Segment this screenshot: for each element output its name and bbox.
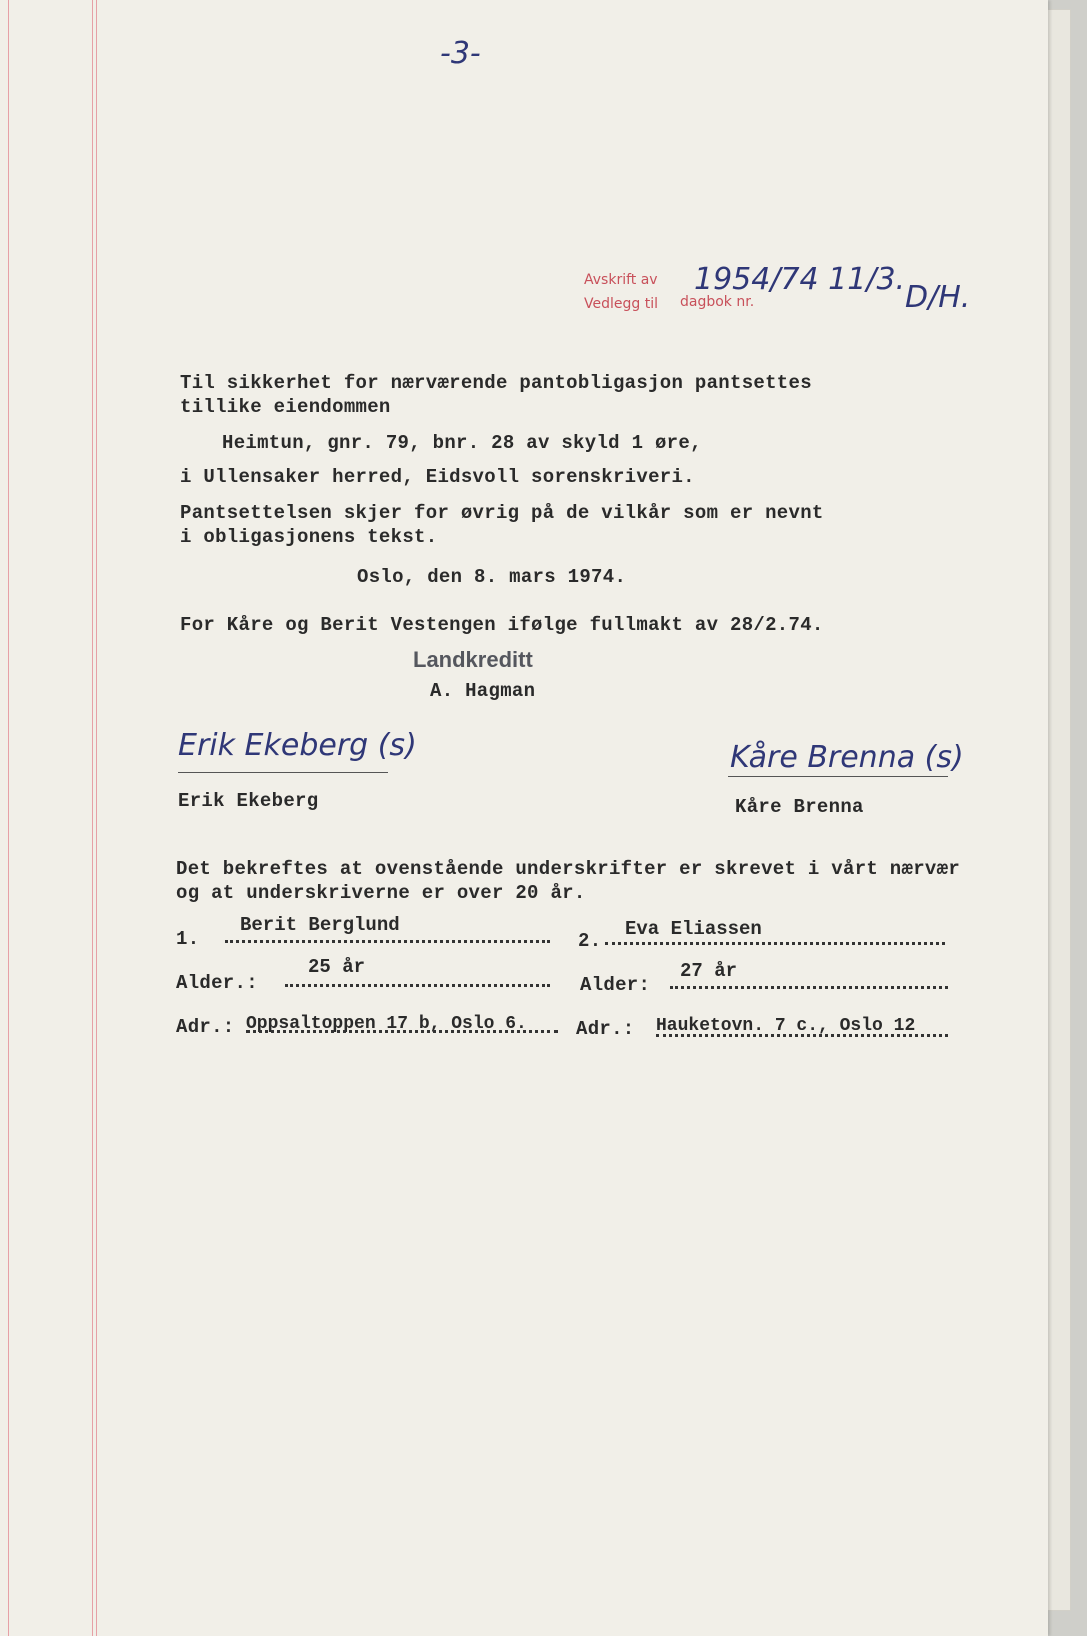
dotted-line [605, 942, 945, 945]
dotted-line [246, 1030, 558, 1033]
witness-2-name: Eva Eliassen [625, 918, 762, 940]
proxy-line: For Kåre og Berit Vestengen ifølge fullmakt av 28/2.74. [180, 614, 824, 636]
witness-statement: Det bekreftes at ovenstående underskrifter er skrevet i vårt nærvær [176, 858, 961, 880]
company-stamp: Landkreditt [413, 647, 533, 672]
signature-right: Kåre Brenna (s) [730, 740, 964, 775]
witness-1-label: 1. [176, 928, 200, 950]
text-line: Pantsettelsen skjer for øvrig på de vilkår som er nevnt [180, 502, 824, 524]
margin-line [96, 0, 97, 1636]
signature-line [178, 772, 388, 773]
margin-line [8, 0, 9, 1636]
signature-left: Erik Ekeberg (s) [178, 728, 417, 763]
witness-1-age: 25 år [308, 956, 366, 978]
page-number: -3- [440, 36, 481, 71]
witness-2-age-label: Alder: [580, 974, 651, 996]
agent-name: A. Hagman [430, 680, 536, 702]
margin-line [92, 0, 93, 1636]
witness-1-address: Oppsaltoppen 17 b, Oslo 6. [246, 1014, 527, 1034]
witness-1-age-label: Alder.: [176, 972, 258, 994]
text-line: Til sikkerhet for nærværende pantobligasjon pantsettes [180, 372, 812, 394]
dotted-line [285, 984, 550, 987]
witness-2-age: 27 år [680, 960, 738, 982]
witness-1-address-label: Adr.: [176, 1016, 235, 1038]
text-line: i obligasjonens tekst. [180, 526, 438, 548]
signer-name-left: Erik Ekeberg [178, 790, 319, 812]
registration-number: 1954/74 11/3. [694, 262, 906, 297]
stamp-line-2: Vedlegg til [584, 296, 658, 312]
property-line: i Ullensaker herred, Eidsvoll sorenskriveri. [180, 466, 695, 488]
witness-1-name: Berit Berglund [240, 914, 400, 936]
text-line: tillike eiendommen [180, 396, 391, 418]
registration-stamp [584, 268, 658, 316]
dotted-line [670, 986, 948, 989]
witness-2-label: 2. [578, 930, 602, 952]
witness-2-address: Hauketovn. 7 c., Oslo 12 [656, 1016, 916, 1036]
place-date: Oslo, den 8. mars 1974. [357, 566, 627, 588]
dotted-line [225, 940, 550, 943]
signer-name-right: Kåre Brenna [735, 796, 864, 818]
stamp-line-1: Avskrift av [584, 272, 658, 288]
witness-2-address-label: Adr.: [576, 1018, 635, 1040]
signature-line [728, 776, 948, 777]
property-line: Heimtun, gnr. 79, bnr. 28 av skyld 1 øre, [222, 432, 702, 454]
registration-initials: D/H. [905, 280, 971, 315]
dotted-line [656, 1034, 948, 1037]
stamp-line-3: dagbok nr. [680, 294, 755, 310]
witness-statement: og at underskriverne er over 20 år. [176, 882, 586, 904]
